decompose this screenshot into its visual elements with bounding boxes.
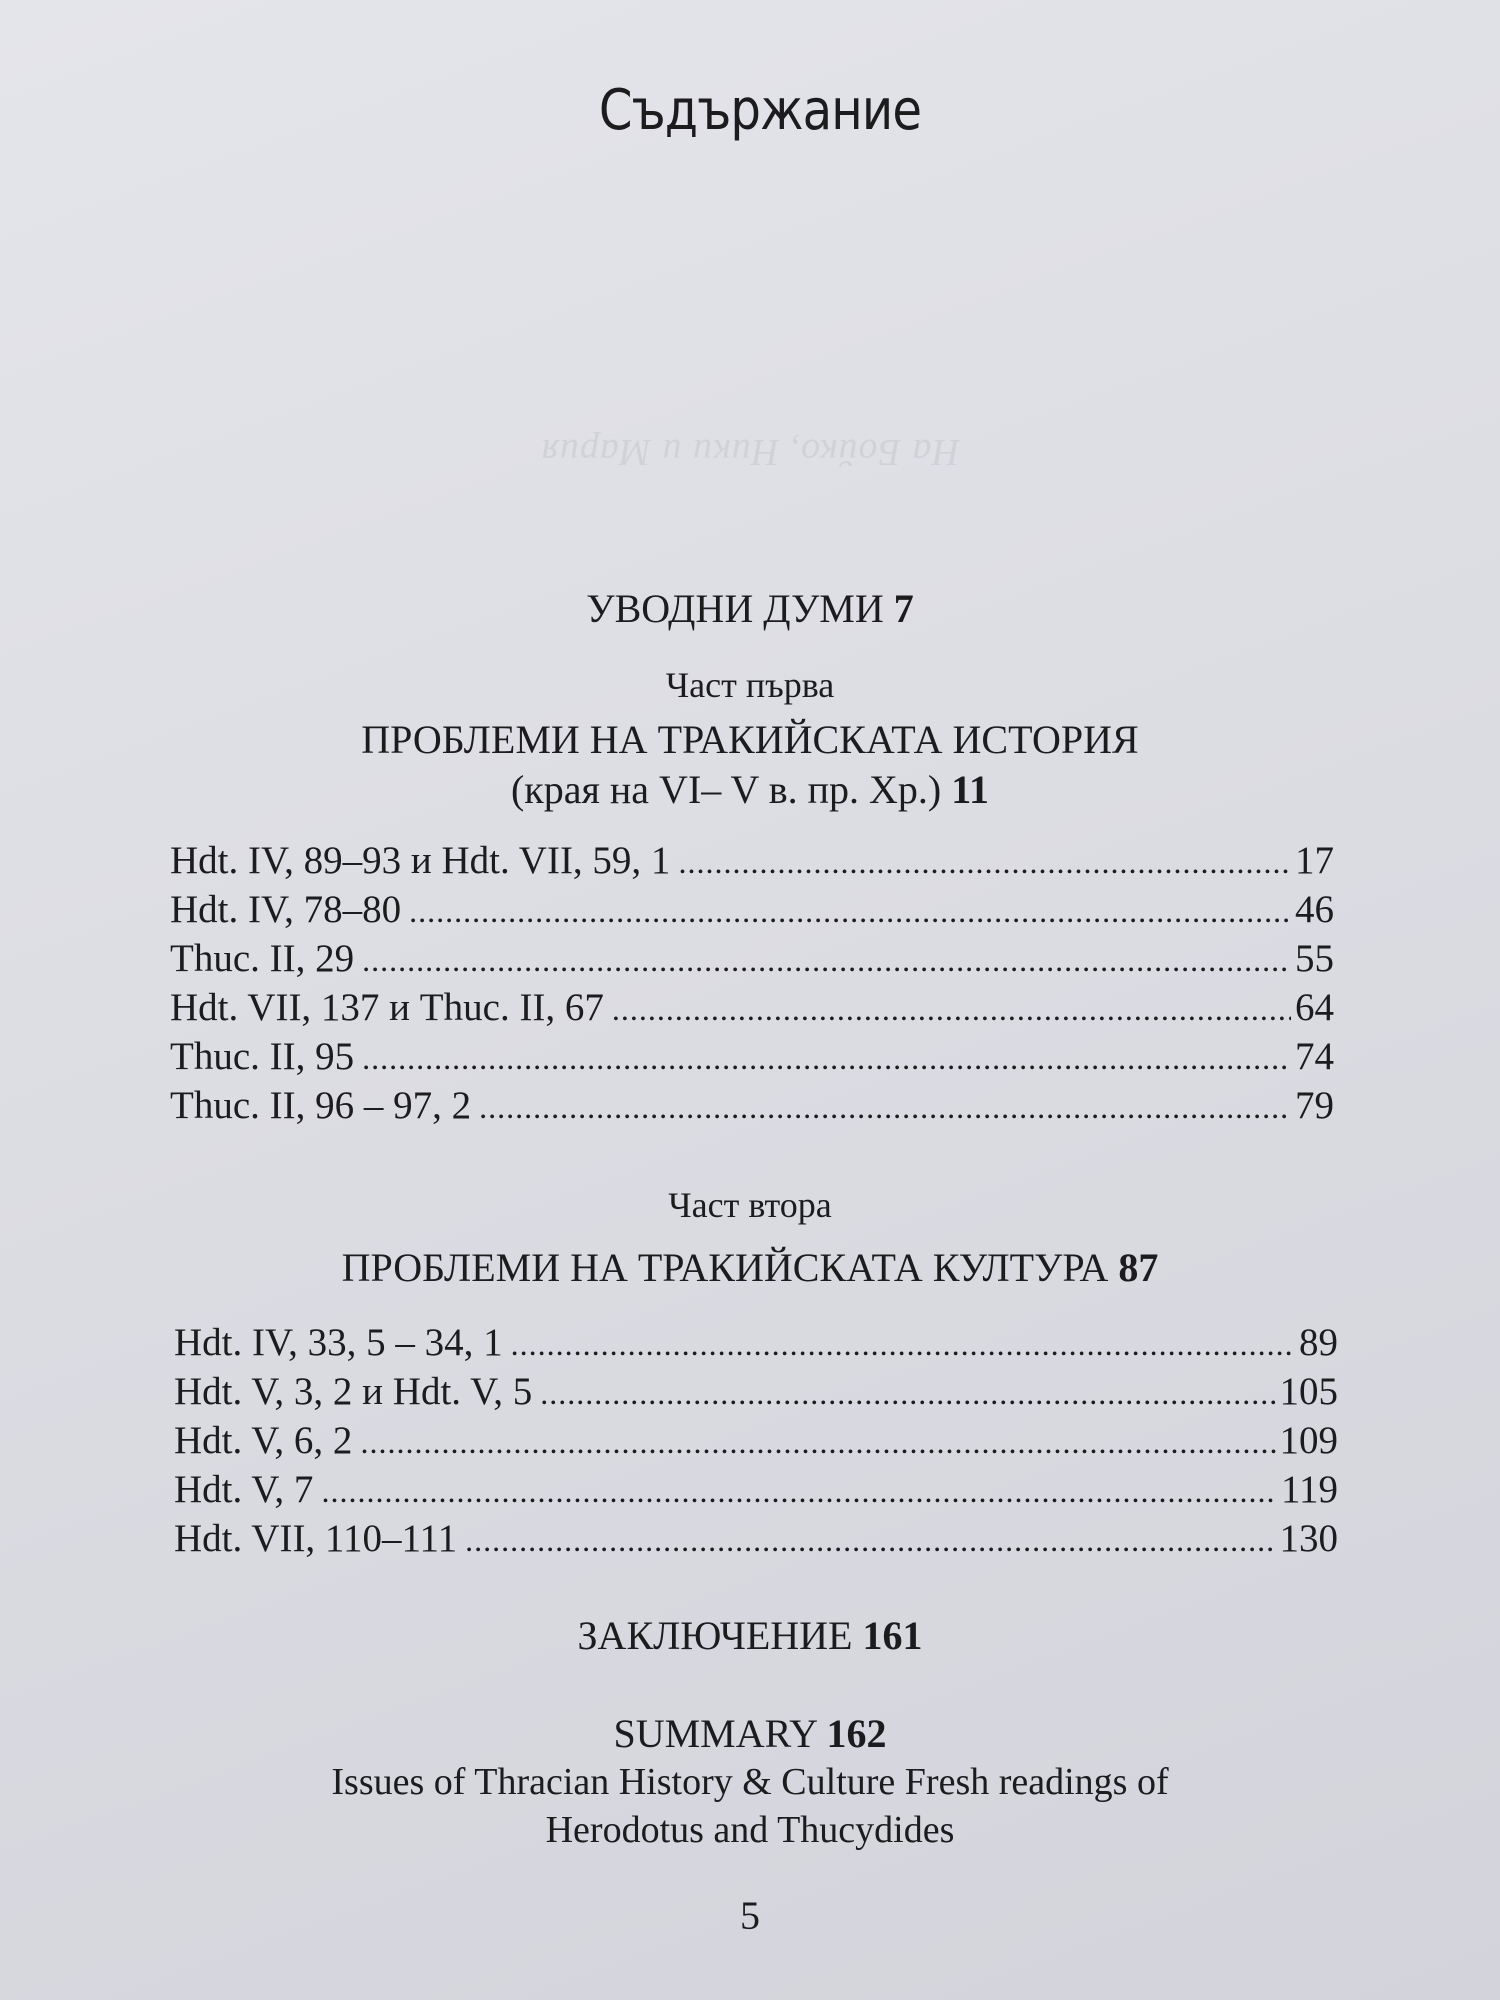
part1-label: Част първа [665,665,835,705]
toc-entry-page: 79 [1295,1084,1334,1127]
toc-entry-label: Thuc. II, 29 [170,937,355,980]
summary-subtitle [0,1758,1500,1854]
toc-entry-page: 55 [1295,937,1334,980]
part1-toc-list [170,836,1334,1130]
toc-entry [174,1367,1338,1416]
toc-entry-label: Hdt. V, 3, 2 и Hdt. V, 5 [174,1370,533,1413]
part2-heading [0,1244,1500,1291]
toc-entry-page: 74 [1295,1035,1334,1078]
toc-entry [174,1514,1338,1563]
summary-subtitle-line1: Issues of Thracian History & Culture Fresh readings of [331,1761,1169,1803]
part1-subheading [0,766,1500,813]
part1-heading: ПРОБЛЕМИ НА ТРАКИЙСКАТА ИСТОРИЯ [361,717,1139,762]
part1-subheading-text: (края на VI– V в. пр. Хр.) [510,767,942,812]
toc-entry [174,1318,1338,1367]
toc-leader-dots [612,985,1291,1034]
intro-label: УВОДНИ ДУМИ [586,586,884,631]
toc-entry-label: Thuc. II, 96 – 97, 2 [170,1084,472,1127]
page-number: 5 [740,1893,760,1938]
toc-entry-label: Hdt. VII, 137 и Thuc. II, 67 [170,986,604,1029]
toc-entry-page: 17 [1295,839,1334,882]
toc-entry-page: 46 [1295,888,1334,931]
summary-page: 162 [826,1711,887,1756]
toc-leader-dots [465,1516,1275,1565]
toc-leader-dots [362,1034,1291,1083]
toc-entry-label: Hdt. V, 6, 2 [174,1419,353,1462]
intro-heading [0,585,1500,632]
toc-entry-page: 119 [1280,1468,1338,1511]
part2-label: Част втора [668,1185,832,1225]
toc-entry-page: 89 [1299,1321,1338,1364]
toc-leader-dots [479,1083,1291,1132]
toc-leader-dots [360,1418,1275,1467]
toc-entry [170,934,1334,983]
summary-subtitle-line2: Herodotus and Thucydides [545,1809,955,1851]
toc-entry [170,983,1334,1032]
toc-entry-label: Hdt. VII, 110–111 [174,1517,458,1560]
toc-entry [174,1416,1338,1465]
conclusion-heading [0,1612,1500,1659]
conclusion-page: 161 [862,1613,923,1658]
toc-entry-label: Hdt. IV, 78–80 [170,888,402,931]
intro-page: 7 [893,586,914,631]
part2-toc-list [174,1318,1338,1563]
toc-leader-dots [511,1320,1295,1369]
toc-leader-dots [678,838,1291,887]
part1-page: 11 [951,767,989,812]
toc-leader-dots [362,936,1291,985]
toc-entry-label: Thuc. II, 95 [170,1035,355,1078]
toc-entry-page: 109 [1279,1419,1338,1462]
toc-entry-label: Hdt. IV, 33, 5 – 34, 1 [174,1321,503,1364]
toc-entry-page: 105 [1279,1370,1338,1413]
toc-entry-page: 130 [1279,1517,1338,1560]
summary-heading [0,1710,1500,1757]
page-title: Съдържание [598,78,922,143]
conclusion-label: ЗАКЛЮЧЕНИЕ [577,1613,853,1658]
toc-entry [170,1081,1334,1130]
toc-entry-label: Hdt. IV, 89–93 и Hdt. VII, 59, 1 [170,839,671,882]
part2-page: 87 [1118,1245,1159,1290]
toc-entry [170,1032,1334,1081]
toc-entry [174,1465,1338,1514]
toc-entry [170,885,1334,934]
toc-entry-page: 64 [1295,986,1334,1029]
toc-entry-label: Hdt. V, 7 [174,1468,314,1511]
show-through-dedication: На Бойко, Ники и Мария [540,431,960,473]
toc-leader-dots [540,1369,1275,1418]
toc-leader-dots [409,887,1291,936]
summary-label: SUMMARY [613,1711,817,1756]
part2-heading-text: ПРОБЛЕМИ НА ТРАКИЙСКАТА КУЛТУРА [341,1245,1109,1290]
toc-leader-dots [321,1467,1277,1516]
toc-entry [170,836,1334,885]
